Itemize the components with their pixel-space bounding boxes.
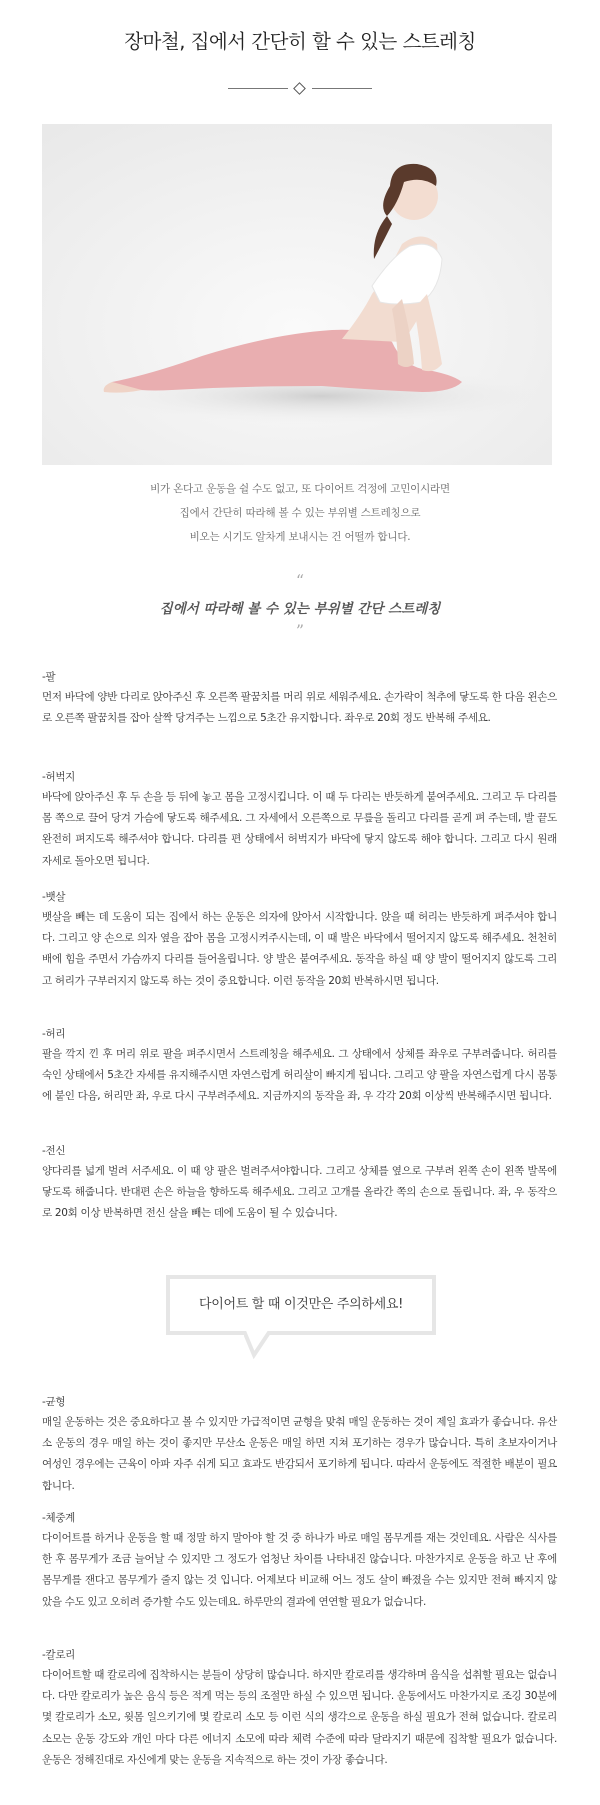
section-body: 바닥에 앉아주신 후 두 손을 등 뒤에 놓고 몸을 고정시킵니다. 이 때 두 다리는 반듯하게 붙여주세요. 그리고 두 다리를 몸 쪽으로 끌어 당겨 가슴에 닿도록 해주세요. 그 자세에서 오른쪽으로 무릎을 돌리고 다리를 곧게 펴 주는데, 발 끝도 완전히 펴지도록 해주셔야 합니다. 다리를 편 상태에서 허벅지가 바닥에 닿지 않도록 해야 합니다. 그리고 다시 원래 자세로 돌아오면 됩니다.: [42, 791, 557, 867]
section-heading: -허벅지: [42, 771, 76, 783]
caution-section-calorie: [42, 1646, 557, 1771]
section-heading: -체중계: [42, 1512, 76, 1524]
stretch-section-fullbody: [42, 1142, 557, 1225]
section-body: 다이어트를 하거나 운동을 할 때 정말 하지 말아야 할 것 중 하나가 바로 매일 몸무게를 재는 것인데요. 사람은 식사를 한 후 몸무게가 조금 늘어날 수 있지만 그 정도가 엄청난 차이를 나타내진 않습니다. 마찬가지로 운동을 하고 난 후에 몸무게를 잰다고 몸무게가 줄지 않는 것 입니다. 어제보다 비교해 어느 정도 살이 빠졌을 수는 있지만 전혀 빠지지 않았을 수도 있고 오히려 증가할 수도 있는데요. 하루만의 결과에 연연할 필요가 없습니다.: [42, 1532, 557, 1608]
caption-line: 비가 온다고 운동을 쉴 수도 없고, 또 다이어트 걱정에 고민이시라면: [150, 483, 450, 495]
close-quote-icon: ”: [295, 621, 305, 640]
section-body: 팔을 깍지 낀 후 머리 위로 팔을 펴주시면서 스트레칭을 해주세요. 그 상태에서 상체를 좌우로 구부려줍니다. 허리를 숙인 상태에서 5초간 자세를 유지해주시면 자연스럽게 허리살이 빠지게 됩니다. 그리고 양 팔을 자연스럽게 다시 몸통에 붙인 다음, 허리만 좌, 우로 다시 구부려주세요. 지금까지의 동작을 좌, 우 각각 20회 이상씩 반복해주시면 됩니다.: [42, 1048, 557, 1103]
caution-callout-box: [166, 1275, 436, 1335]
caution-section-scale: [42, 1509, 557, 1613]
section-heading: -팔: [42, 671, 56, 683]
stretch-section-belly: [42, 888, 557, 992]
section-body: 양다리를 넓게 벌려 서주세요. 이 때 양 팔은 벌려주셔야합니다. 그리고 상체를 옆으로 구부려 왼쪽 손이 왼쪽 발목에 닿도록 해줍니다. 반대편 손은 하늘을 향하도록 해주세요. 그리고 고개를 올라간 쪽의 손으로 돌립니다. 좌, 우 동작으로 20회 이상 반복하면 전신 살을 빼는 데에 도움이 될 수 있습니다.: [42, 1165, 557, 1220]
intro-caption: [0, 477, 600, 549]
section-heading: -칼로리: [42, 1649, 76, 1661]
caption-line: 비오는 시기도 알차게 보내시는 건 어떨까 합니다.: [189, 531, 411, 543]
caution-section-balance: [42, 1393, 557, 1497]
divider-line-right: [312, 88, 372, 89]
stretch-section-arm: [42, 668, 557, 729]
title-divider: [228, 82, 372, 96]
section-body: 뱃살을 빼는 데 도움이 되는 집에서 하는 운동은 의자에 앉아서 시작합니다. 앉을 때 허리는 반듯하게 펴주셔야 합니다. 그리고 양 손으로 의자 옆을 잡아 몸을 고정시켜주시는데, 이 때 발은 바닥에서 떨어지지 않도록 해주세요. 천천히 배에 힘을 주면서 가슴까지 다리를 들어올립니다. 양 발은 붙여주세요. 동작을 하실 때 양 발이 떨어지지 않도록 그리고 허리가 구부러지지 않도록 하는 것이 중요합니다. 이런 동작을 20회 반복하시면 됩니다.: [42, 911, 557, 987]
section-body: 다이어트할 때 칼로리에 집착하시는 분들이 상당히 많습니다. 하지만 칼로리를 생각하며 음식을 섭취할 필요는 없습니다. 다만 칼로리가 높은 음식 등은 적게 먹는 등의 조절만 하실 수 있으면 됩니다. 운동에서도 마찬가지로 조깅 30분에 몇 칼로리가 소모, 윗몸 일으키기에 몇 칼로리 소모 등 이런 식의 생각으로 운동을 하실 필요가 전혀 없습니다. 칼로리 소모는 운동 강도와 개인 마다 다른 에너지 소모에 따라 체력 수준에 따라 달라지기 때문에 집착할 필요가 없습니다. 운동은 정해진대로 자신에게 맞는 운동을 지속적으로 하는 것이 가장 좋습니다.: [42, 1669, 557, 1766]
section-heading: -전신: [42, 1145, 66, 1157]
divider-line-left: [228, 88, 288, 89]
stretch-section-waist: [42, 1025, 557, 1108]
callout-tail-icon: [244, 1331, 274, 1361]
section-heading: -뱃살: [42, 891, 66, 903]
open-quote-icon: “: [295, 571, 305, 590]
callout-text: 다이어트 할 때 이것만은 주의하세요!: [198, 1297, 404, 1312]
caption-line: 집에서 간단히 따라해 볼 수 있는 부위별 스트레칭으로: [179, 507, 421, 519]
stretch-section-thigh: [42, 768, 557, 872]
section-heading: -균형: [42, 1396, 66, 1408]
section-quote-title: 집에서 따라해 볼 수 있는 부위별 간단 스트레칭: [159, 601, 441, 617]
section-body: 먼저 바닥에 양반 다리로 앉아주신 후 오른쪽 팔꿈치를 머리 위로 세워주세요. 손가락이 척추에 닿도록 한 다음 왼손으로 오른쪽 팔꿈치를 잡아 살짝 당겨주는 느낌으로 5초간 유지합니다. 좌우로 20회 정도 반복해 주세요.: [42, 691, 557, 725]
section-heading: -허리: [42, 1028, 66, 1040]
section-body: 매일 운동하는 것은 중요하다고 볼 수 있지만 가급적이면 균형을 맞춰 매일 운동하는 것이 제일 효과가 좋습니다. 유산소 운동의 경우 매일 하는 것이 좋지만 무산소 운동은 매일 하면 지쳐 포기하는 경우가 많습니다. 특히 초보자이거나 여성인 경우에는 근육이 아파 자주 쉬게 되고 효과도 반감되서 포기하게 됩니다. 따라서 운동에도 적절한 배분이 필요합니다.: [42, 1416, 557, 1492]
diamond-ornament-icon: [293, 82, 306, 95]
stretching-woman-photo: [42, 124, 552, 465]
article-title: 장마철, 집에서 간단히 할 수 있는 스트레칭: [124, 30, 476, 53]
